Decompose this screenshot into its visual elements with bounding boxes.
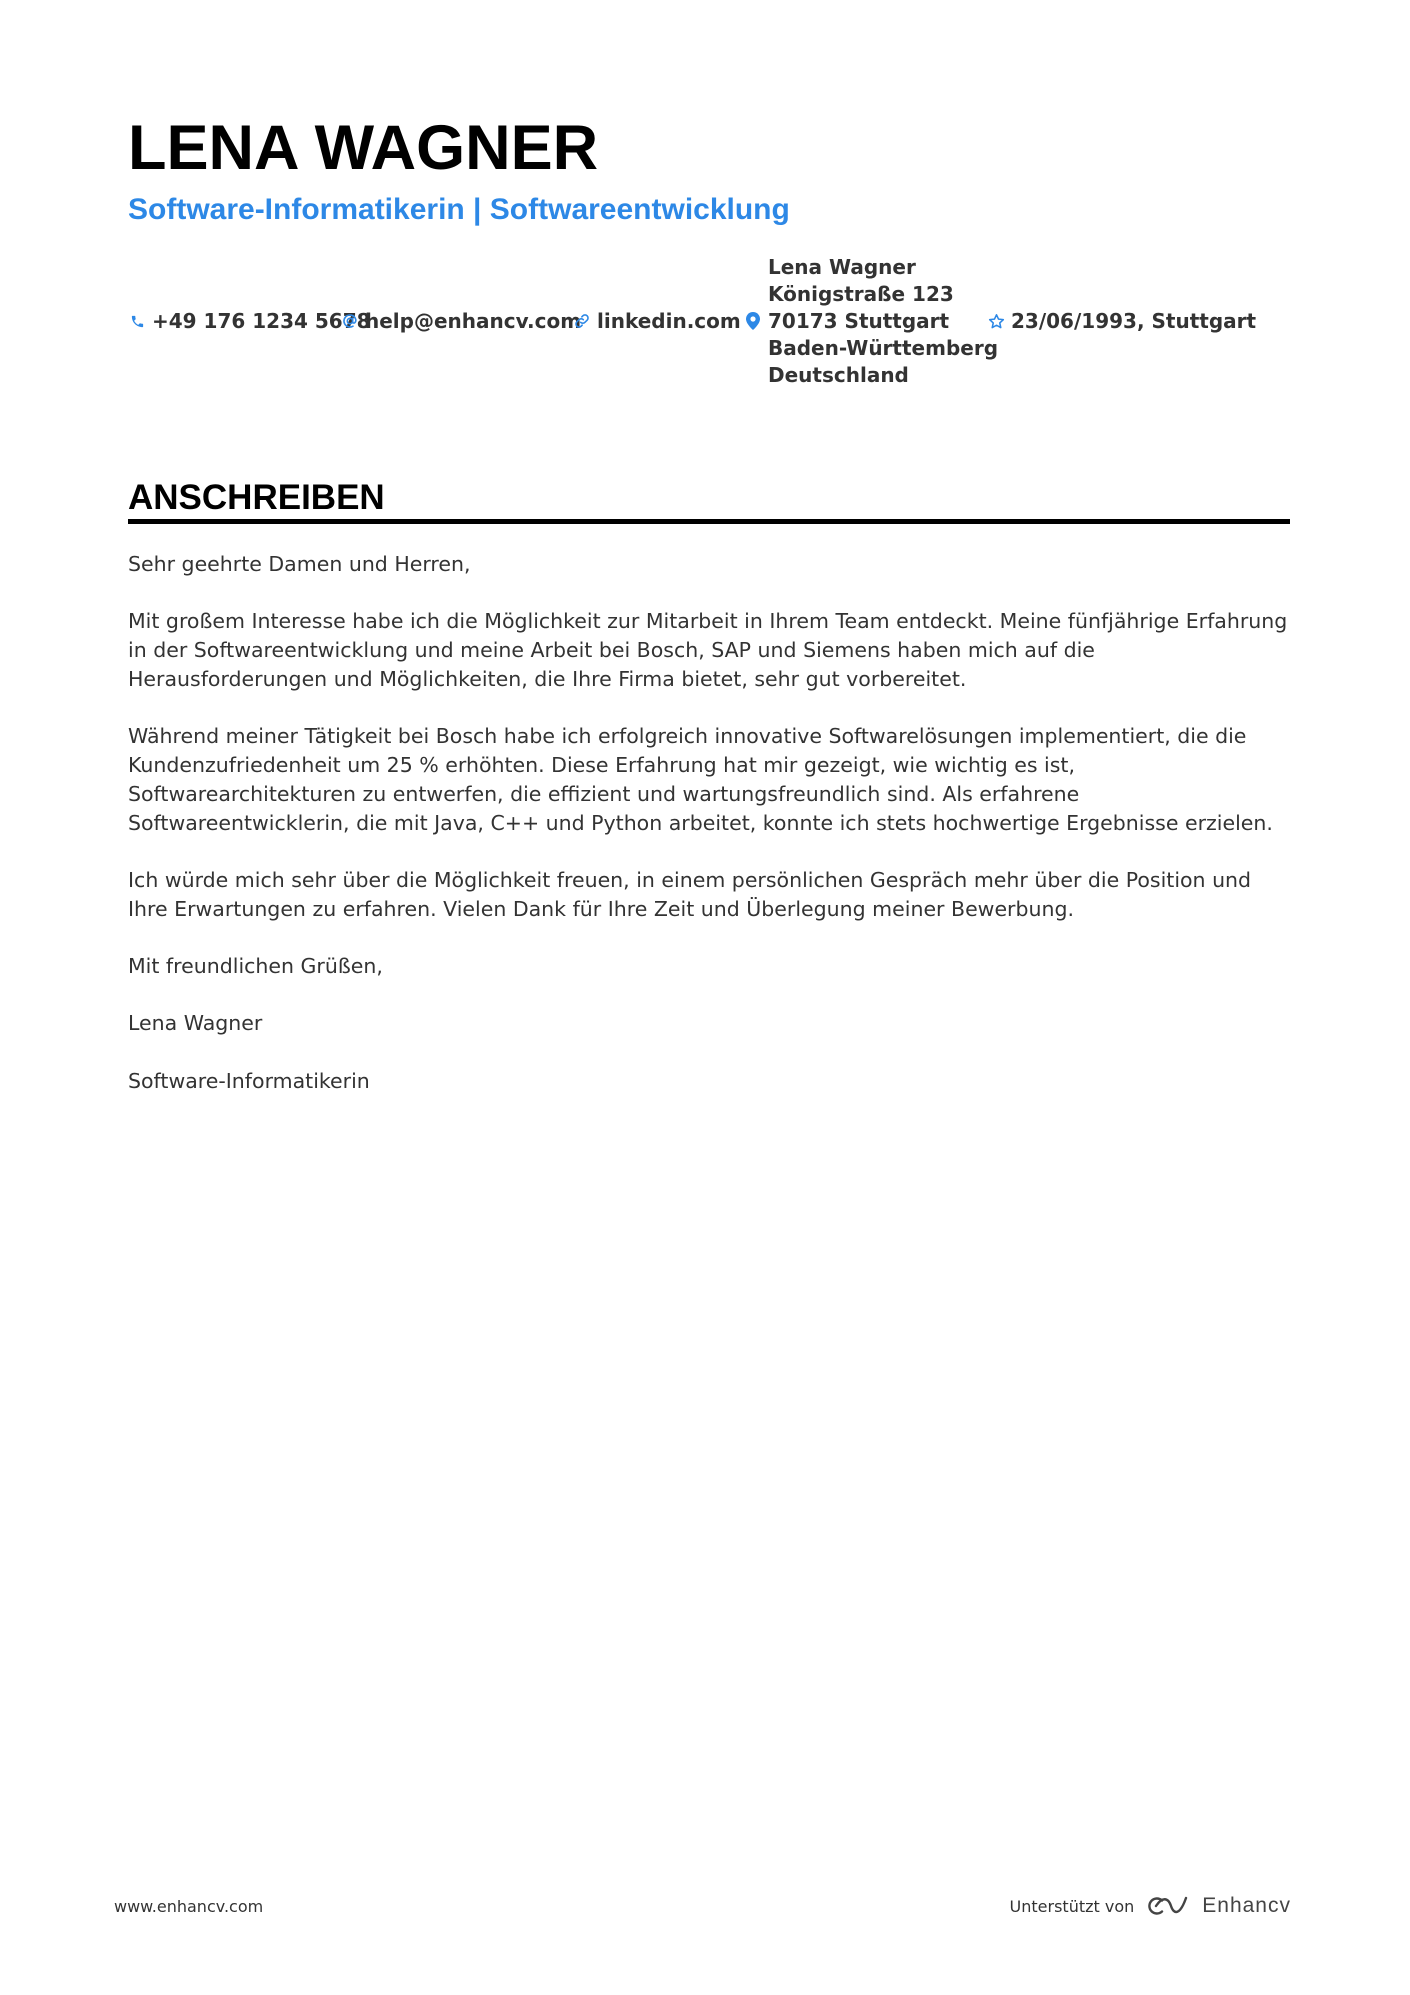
star-icon [987, 312, 1005, 330]
footer-powered-by[interactable] [1010, 1890, 1291, 1922]
letter-paragraph: Mit großem Interesse habe ich die Möglichkeit zur Mitarbeit in Ihrem Team entdeckt. Meine fünfjährige Erfahrung in der Softwareentwicklung und meine Arbeit bei Bosch, SAP und Siemens haben mich auf die Herausforderungen und Möglichkeiten, die Ihre Firma bietet, sehr gut vorbereitet. [128, 609, 1288, 691]
candidate-name: LENA WAGNER [128, 113, 599, 183]
footer-website[interactable]: www.enhancv.com [114, 1897, 264, 1916]
brand-wordmark: Enhancv [1202, 1894, 1291, 1917]
powered-by-text: Unterstützt von [1009, 1896, 1135, 1916]
section-title: ANSCHREIBEN [128, 478, 385, 517]
address-line: Lena Wagner [768, 255, 916, 279]
link-icon [573, 312, 591, 330]
letter-paragraph: Während meiner Tätigkeit bei Bosch habe ich erfolgreich innovative Softwarelösungen implementiert, die die Kundenzufriedenheit um 25 % erhöhten. Diese Erfahrung hat mir gezeigt, wie wichtig es ist, Softwarearchitekturen zu entwerfen, die effizient und wartungsfreundlich sind. Als erfahrene Softwareentwicklerin, die mit Java, C++ und Python arbeitet, konnte ich stets hochwertige Ergebnisse erzielen. [128, 724, 1273, 835]
address-line: Königstraße 123 [768, 282, 954, 306]
contact-linkedin-text: linkedin.com [597, 309, 741, 333]
section-divider [128, 519, 1290, 524]
contact-address [768, 254, 998, 389]
contact-phone[interactable] [128, 305, 371, 337]
letter-paragraph: Ich würde mich sehr über die Möglichkeit freuen, in einem persönlichen Gespräch mehr über die Position und Ihre Erwartungen zu erfahren. Vielen Dank für Ihre Zeit und Überlegung meiner Bewerbung. [128, 867, 1252, 921]
enhancv-logo-mark-icon [1146, 1894, 1192, 1918]
signature-title: Software-Informatikerin [128, 1068, 370, 1093]
at-icon [341, 312, 359, 330]
letter-closing: Mit freundlichen Grüßen, [128, 953, 383, 978]
letter-body [128, 550, 1290, 1124]
signature-name: Lena Wagner [128, 1011, 263, 1036]
phone-icon [128, 312, 146, 330]
contact-email[interactable] [341, 305, 581, 337]
contact-phone-text: +49 176 1234 5678 [152, 309, 371, 333]
address-line: Deutschland [768, 363, 909, 387]
address-line: 70173 Stuttgart [768, 309, 950, 333]
candidate-subtitle: Software-Informatikerin | Softwareentwicklung [128, 193, 790, 226]
address-line: Baden-Württemberg [768, 336, 999, 360]
contact-birth-text: 23/06/1993, Stuttgart [1011, 309, 1257, 333]
contact-birth [987, 305, 1256, 337]
location-pin-icon [746, 312, 760, 330]
letter-greeting: Sehr geehrte Damen und Herren, [128, 552, 471, 576]
enhancv-logo [1146, 1894, 1291, 1918]
contact-email-text: help@enhancv.com [365, 309, 582, 333]
contact-linkedin[interactable] [573, 305, 741, 337]
